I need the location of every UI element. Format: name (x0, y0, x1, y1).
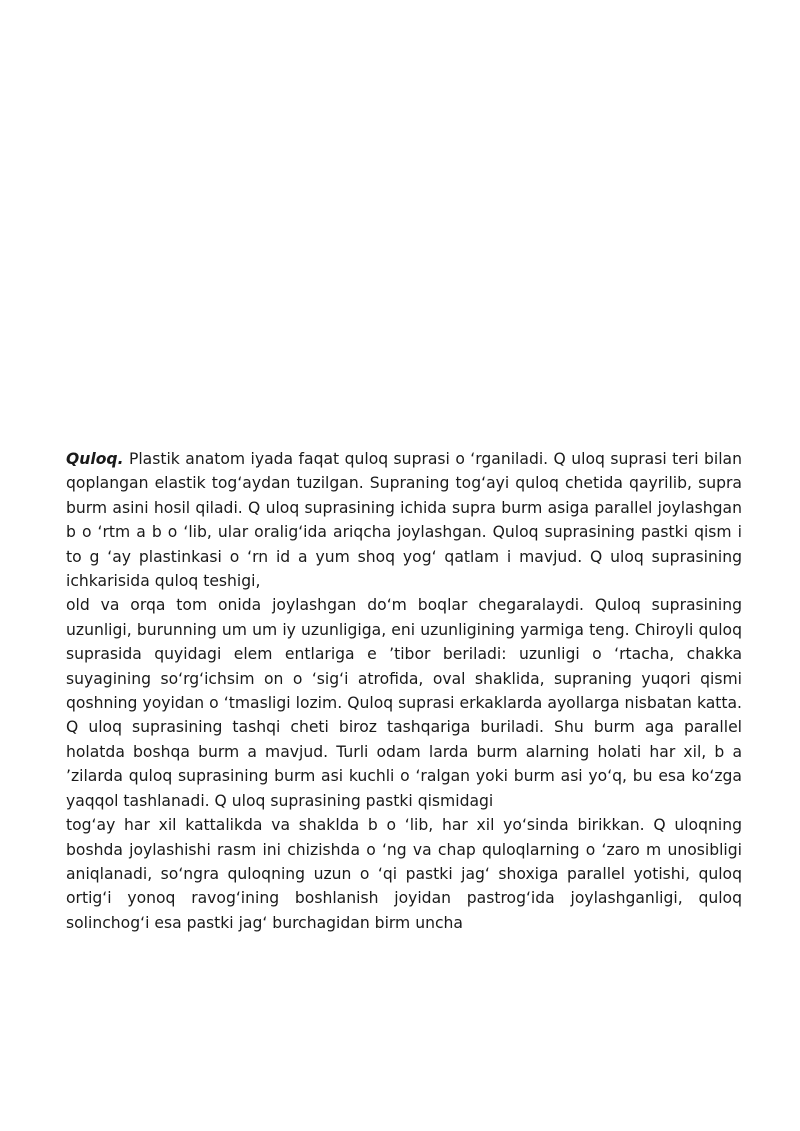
paragraph-2 (66, 593, 742, 813)
section-term: Quloq. (66, 450, 124, 468)
paragraph-3-text: tog‘ay har xil kattalikda va shaklda b o ‘lib, har xil yo‘sinda birikkan. Q uloqning boshda joylashishi rasm ini chizishda o ‘ng va chap quloqlarning o ‘zaro m unosibligi aniqlanadi, so‘ngra quloqning uzun o ‘qi pastki jag‘ shoxiga parallel yotishi, quloq ortig‘i yonoq ravog‘ining boshlanish joyidan pastrog‘ida joylashganligi, quloq solinchog‘i esa pastki jag‘ burchagidan birm uncha (66, 816, 742, 932)
paragraph-3 (66, 813, 742, 935)
paragraph-1-text: Plastik anatom iyada faqat quloq suprasi o ‘rganiladi. Q uloq suprasi teri bilan qoplangan elastik tog‘aydan tuzilgan. Supraning tog‘ayi quloq chetida qayrilib, supra burm asini hosil qiladi. Q uloq suprasining ichida supra burm asiga parallel joylashgan b o ‘rtm a b o ‘lib, ular oralig‘ida ariqcha joylashgan. Quloq suprasining pastki qism i to g ‘ay plastinkasi o ‘rn id a yum shoq yog‘ qatlam i mavjud. Q uloq suprasining ichkarisida quloq teshigi, (66, 450, 742, 591)
text-block (66, 447, 742, 935)
paragraph-2-text: old va orqa tom onida joylashgan do‘m boqlar chegaralaydi. Quloq suprasining uzunligi, burunning um um iy uzunligiga, eni uzunligining yarmiga teng. Chiroyli quloq suprasida quyidagi elem entlariga e ’tibor beriladi: uzunligi o ‘rtacha, chakka suyagining so‘rg‘ichsim on o ‘sig‘i atrofida, oval shaklida, supraning yuqori qismi qoshning yoyidan o ‘tmasligi lozim. Quloq suprasi erkaklarda ayollarga nisbatan katta. Q uloq suprasining tashqi cheti biroz tashqariga buriladi. Shu burm aga parallel holatda boshqa burm a mavjud. Turli odam larda burm alarning holati har xil, b a ’zilarda quloq suprasining burm asi kuchli o ‘ralgan yoki burm asi yo‘q, bu esa ko‘zga yaqqol tashlanadi. Q uloq suprasining pastki qismidagi (66, 596, 742, 810)
paragraph-1 (66, 447, 742, 593)
